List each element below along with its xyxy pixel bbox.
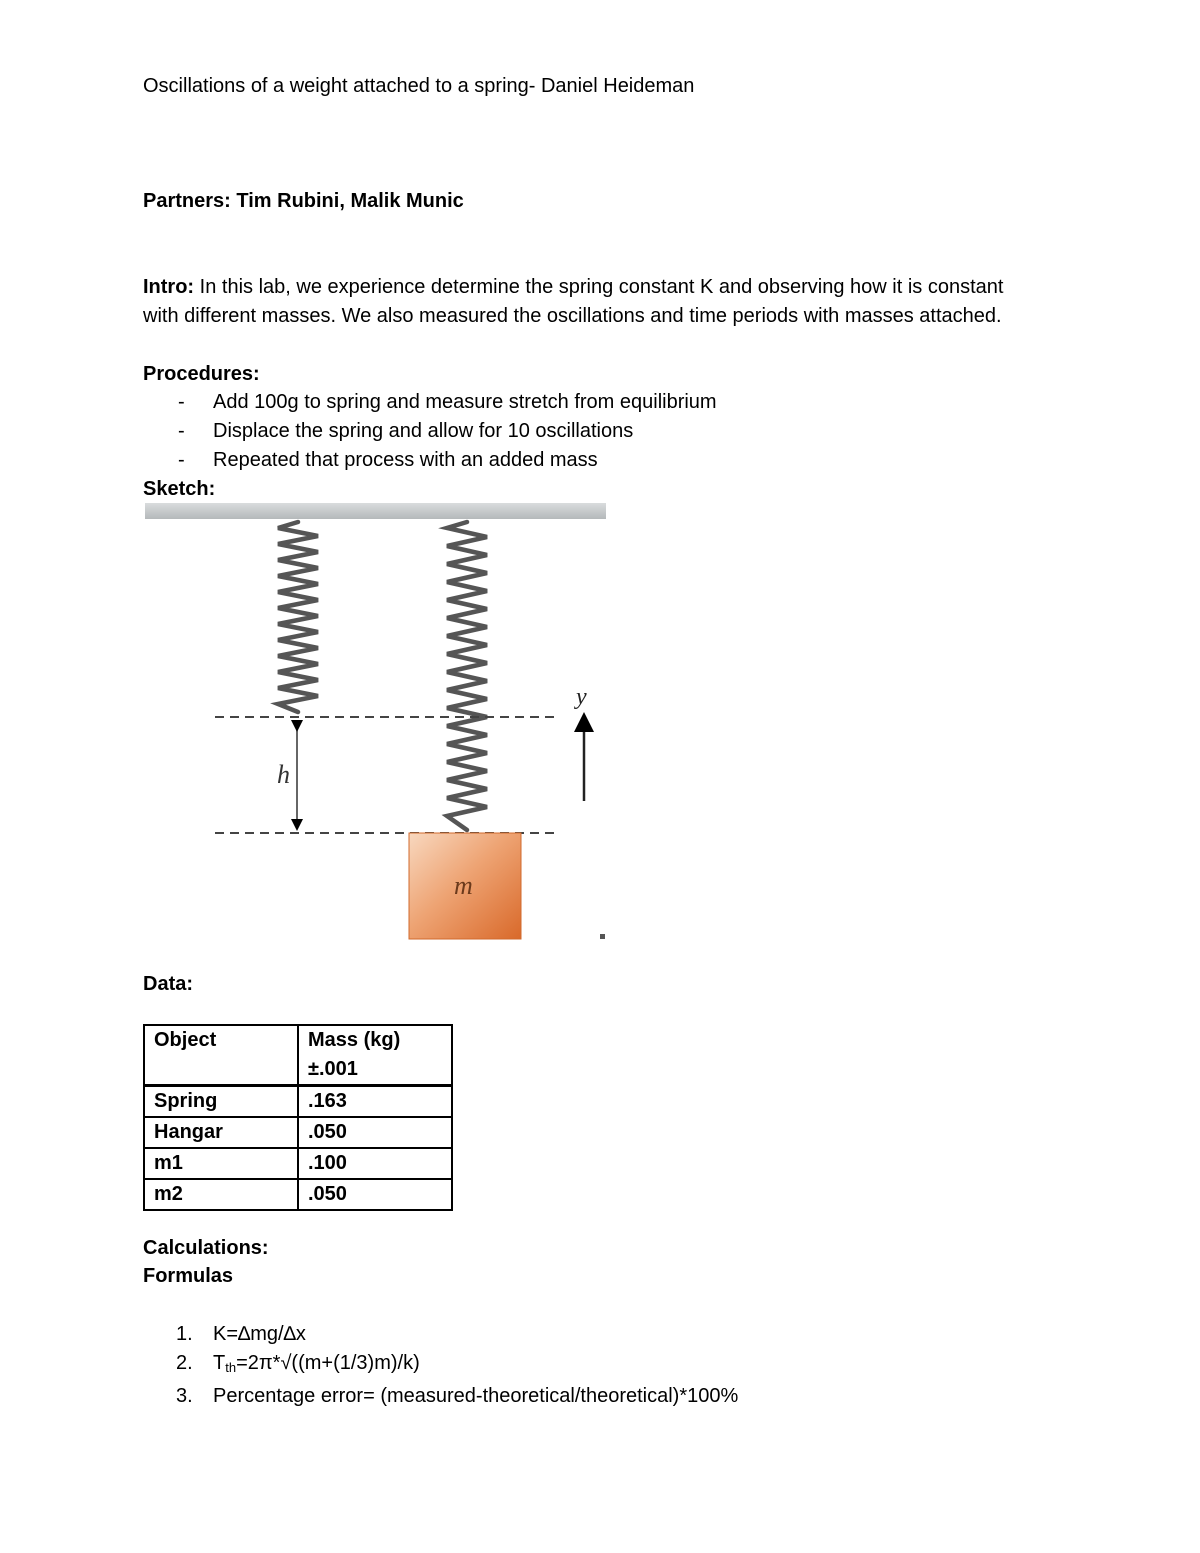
formula-percent-error: Percentage error= (measured-theoretical/theoretical)*100% — [213, 1385, 739, 1407]
list-item: - Add 100g to spring and measure stretch from equilibrium — [178, 391, 717, 413]
left-spring — [278, 522, 318, 712]
intro-label: Intro: — [143, 276, 195, 298]
y-label: y — [576, 684, 587, 710]
header-object: Object — [144, 1025, 298, 1086]
procedures-list — [176, 388, 717, 475]
spring-diagram — [140, 500, 620, 950]
calculations-heading: Calculations: — [143, 1237, 269, 1259]
formula-spring-constant: K=∆mg/∆x — [213, 1323, 306, 1345]
intro-text: In this lab, we experience determine the spring constant K and observing how it is constant with different masses. We also measured the oscillations and time periods with masses attached. — [143, 276, 1004, 327]
h-label: h — [277, 760, 290, 789]
table-row — [144, 1148, 452, 1179]
stray-dot — [600, 934, 605, 939]
right-spring — [447, 522, 487, 830]
header-mass-uncertainty: ±.001 — [308, 1058, 358, 1080]
partners-label: Partners: — [143, 190, 231, 212]
cell-mass: .163 — [298, 1086, 452, 1118]
table-header-row — [144, 1025, 452, 1086]
formula-period: $T_{th}=2\pi*√((m+(1/3)m)/k)$ — [213, 1352, 420, 1375]
cell-mass: .100 — [298, 1148, 452, 1179]
sketch-heading: Sketch: — [143, 478, 216, 500]
partners-line — [143, 187, 464, 216]
cell-object: Spring — [144, 1086, 298, 1118]
intro-paragraph — [143, 273, 1023, 331]
list-item: 2. $T_{th}=2\pi*√((m+(1/3)m)/k)$ — [176, 1352, 420, 1375]
mass-table — [143, 1024, 453, 1211]
formulas-list — [176, 1320, 738, 1411]
data-heading: Data: — [143, 973, 194, 995]
table-row — [144, 1179, 452, 1210]
list-item: 1. K=∆mg/∆x — [176, 1323, 306, 1345]
ceiling-bar — [145, 503, 606, 519]
table-row — [144, 1117, 452, 1148]
procedures-heading: Procedures: — [143, 363, 260, 385]
m-label: m — [454, 871, 473, 900]
header-mass-label: Mass (kg) — [308, 1029, 401, 1051]
cell-object: m2 — [144, 1179, 298, 1210]
cell-object: Hangar — [144, 1117, 298, 1148]
document-title: Oscillations of a weight attached to a spring- Daniel Heideman — [143, 75, 695, 97]
partners-value: Tim Rubini, Malik Munic — [236, 190, 464, 212]
table-row — [144, 1086, 452, 1118]
cell-mass: .050 — [298, 1179, 452, 1210]
list-item: 3. Percentage error= (measured-theoretical/theoretical)*100% — [176, 1385, 739, 1407]
list-item: - Repeated that process with an added mass — [178, 449, 598, 471]
formulas-heading: Formulas — [143, 1265, 234, 1287]
cell-mass: .050 — [298, 1117, 452, 1148]
header-mass — [298, 1025, 452, 1086]
cell-object: m1 — [144, 1148, 298, 1179]
list-item: - Displace the spring and allow for 10 oscillations — [178, 420, 634, 442]
